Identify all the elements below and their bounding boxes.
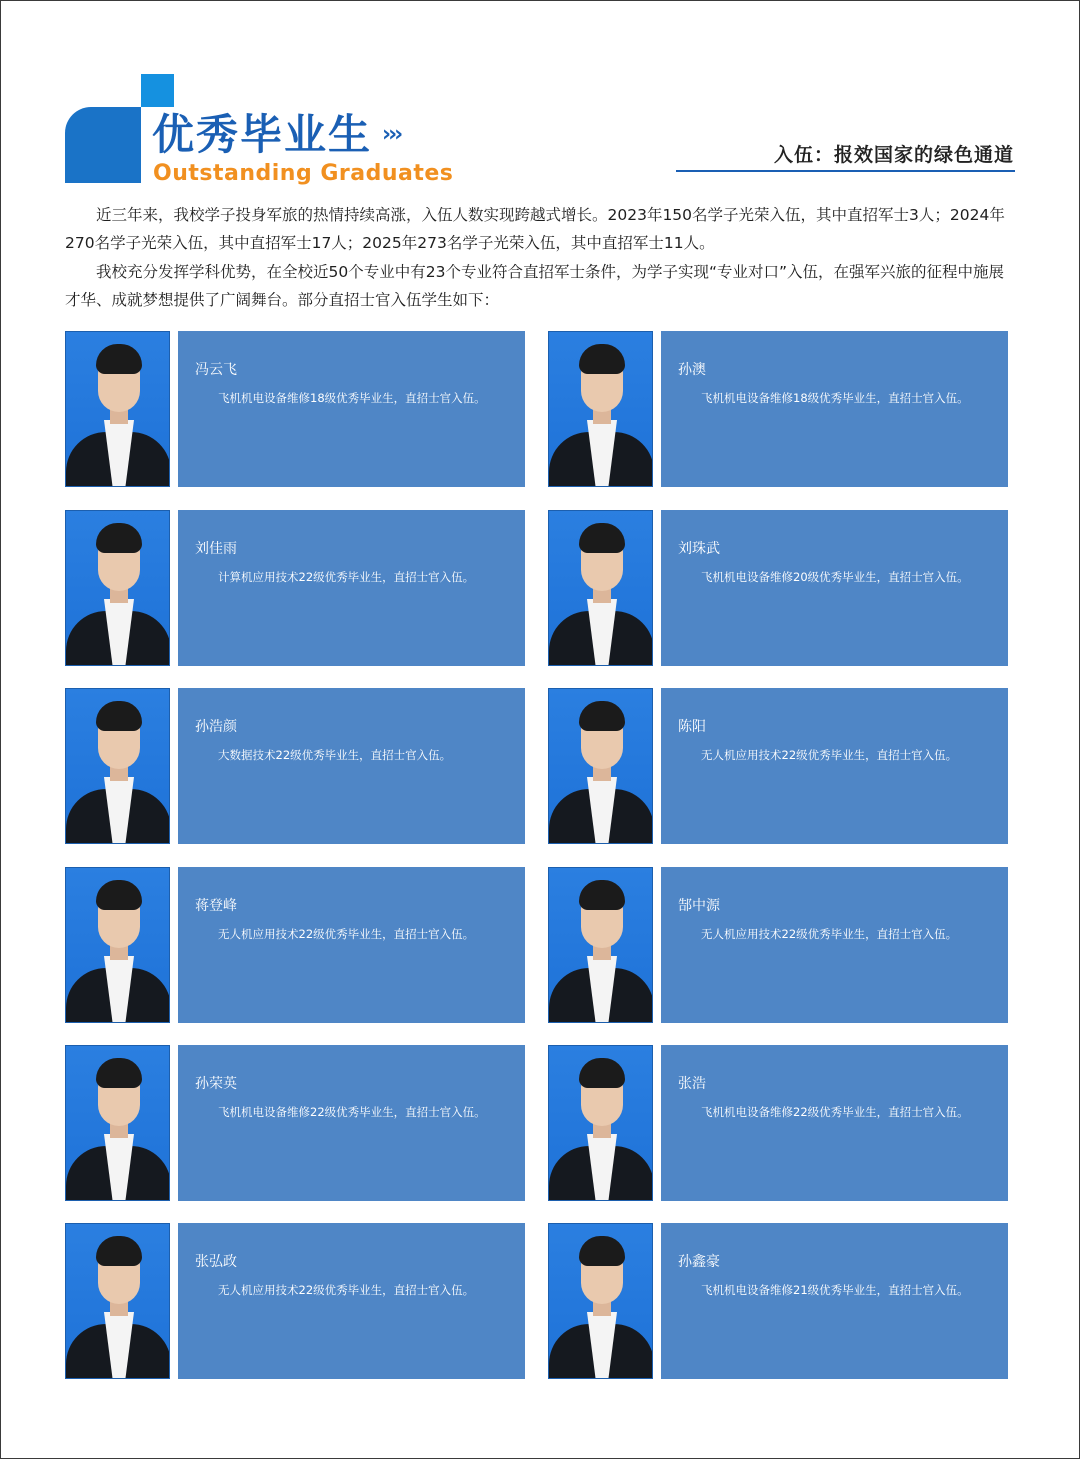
graduate-name: 陈阳 — [678, 719, 706, 735]
graduate-info — [178, 510, 525, 666]
graduate-photo — [65, 867, 170, 1023]
header-decor-block — [65, 107, 141, 183]
section-tagline: 入伍：报效国家的绿色通道 — [773, 144, 1014, 166]
graduate-photo — [548, 1223, 653, 1379]
graduate-desc: 计算机应用技术22级优秀毕业生，直招士官入伍。 — [218, 570, 475, 584]
graduate-desc: 大数据技术22级优秀毕业生，直招士官入伍。 — [218, 748, 452, 762]
header-decor-small-block — [141, 74, 174, 107]
graduate-card — [548, 1045, 1008, 1201]
intro-paragraph-2: 我校充分发挥学科优势，在全校近50个专业中有23个专业符合直招军士条件，为学子实现“专业对口”入伍，在强军兴旅的征程中施展才华、成就梦想提供了广阔舞台。部分直招士官入伍学生如下： — [65, 263, 1005, 309]
graduate-card — [548, 688, 1008, 844]
graduate-info — [178, 1223, 525, 1379]
intro-text — [65, 201, 1015, 315]
graduate-photo — [65, 1045, 170, 1201]
graduate-photo — [548, 1045, 653, 1201]
graduate-info — [178, 867, 525, 1023]
graduate-desc: 无人机应用技术22级优秀毕业生，直招士官入伍。 — [701, 748, 958, 762]
graduate-info — [661, 867, 1008, 1023]
graduate-info — [178, 1045, 525, 1201]
graduate-info — [661, 1045, 1008, 1201]
graduate-photo — [65, 688, 170, 844]
graduate-info — [661, 688, 1008, 844]
intro-paragraph-1: 近三年来，我校学子投身军旅的热情持续高涨，入伍人数实现跨越式增长。2023年150名学子光荣入伍，其中直招军士3人；2024年270名学子光荣入伍，其中直招军士17人；2025年273名学子光荣入伍，其中直招军士11人。 — [65, 206, 1005, 252]
graduate-name: 冯云飞 — [195, 362, 237, 378]
graduate-card — [65, 331, 525, 487]
graduate-card — [65, 867, 525, 1023]
graduate-name: 刘佳雨 — [195, 541, 237, 557]
chevron-arrows-icon: ››› — [382, 122, 401, 147]
graduate-photo — [548, 331, 653, 487]
graduate-desc: 飞机机电设备维修20级优秀毕业生，直招士官入伍。 — [701, 570, 969, 584]
page-subtitle: Outstanding Graduates — [153, 161, 454, 186]
graduate-card — [65, 510, 525, 666]
graduate-name: 张浩 — [678, 1076, 706, 1092]
page-title: 优秀毕业生 — [152, 110, 373, 159]
graduate-name: 张弘政 — [195, 1254, 237, 1270]
graduate-desc: 飞机机电设备维修22级优秀毕业生，直招士官入伍。 — [218, 1105, 486, 1119]
graduate-card — [65, 1223, 525, 1379]
graduate-photo — [65, 510, 170, 666]
graduate-name: 蒋登峰 — [195, 898, 237, 914]
graduate-name: 孙浩颜 — [195, 719, 237, 735]
graduate-desc: 飞机机电设备维修18级优秀毕业生，直招士官入伍。 — [218, 391, 486, 405]
graduate-desc: 飞机机电设备维修18级优秀毕业生，直招士官入伍。 — [701, 391, 969, 405]
graduate-name: 孙澳 — [678, 362, 706, 378]
graduate-card — [65, 1045, 525, 1201]
graduate-card — [548, 867, 1008, 1023]
tagline-underline — [676, 170, 1015, 172]
graduate-desc: 飞机机电设备维修21级优秀毕业生，直招士官入伍。 — [701, 1283, 969, 1297]
graduate-card — [65, 688, 525, 844]
graduate-photo — [548, 510, 653, 666]
graduate-card — [548, 331, 1008, 487]
graduate-desc: 无人机应用技术22级优秀毕业生，直招士官入伍。 — [218, 1283, 475, 1297]
graduate-card — [548, 510, 1008, 666]
graduate-card — [548, 1223, 1008, 1379]
graduate-info — [178, 331, 525, 487]
graduate-name: 郜中源 — [678, 898, 720, 914]
graduate-desc: 飞机机电设备维修22级优秀毕业生，直招士官入伍。 — [701, 1105, 969, 1119]
graduate-info — [661, 1223, 1008, 1379]
graduate-photo — [548, 867, 653, 1023]
graduate-desc: 无人机应用技术22级优秀毕业生，直招士官入伍。 — [701, 927, 958, 941]
graduate-name: 孙荣英 — [195, 1076, 237, 1092]
graduate-name: 孙鑫豪 — [678, 1254, 720, 1270]
graduate-photo — [65, 1223, 170, 1379]
graduate-photo — [548, 688, 653, 844]
graduate-info — [661, 331, 1008, 487]
graduate-name: 刘珠武 — [678, 541, 720, 557]
graduate-info — [178, 688, 525, 844]
graduate-info — [661, 510, 1008, 666]
graduate-desc: 无人机应用技术22级优秀毕业生，直招士官入伍。 — [218, 927, 475, 941]
graduate-photo — [65, 331, 170, 487]
